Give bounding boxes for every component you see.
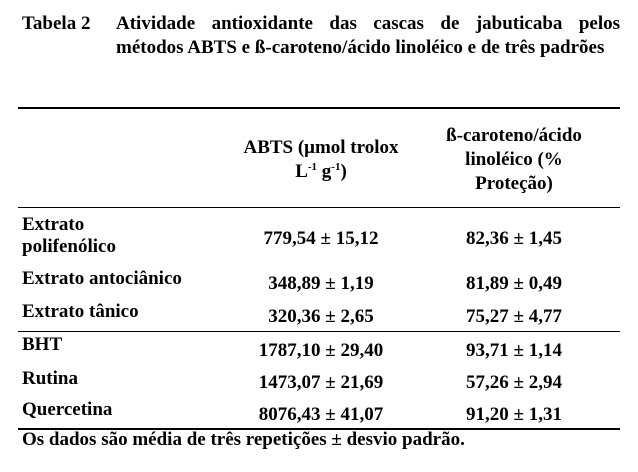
column-header-beta-line2: linoléico (% xyxy=(465,149,563,170)
row-abts-antocianico: 348,89 ± 1,19 xyxy=(268,273,374,294)
row-name-quercetina: Quercetina xyxy=(22,399,113,420)
column-header-beta-line3: Proteção) xyxy=(475,173,553,194)
column-header-abts-line1: ABTS (μmol trolox xyxy=(243,137,399,158)
row-beta-tanico: 75,27 ± 4,77 xyxy=(466,306,562,327)
row-abts-tanico: 320,36 ± 2,65 xyxy=(268,306,374,327)
row-beta-rutina: 57,26 ± 2,94 xyxy=(466,372,562,393)
table-label: Tabela 2 xyxy=(22,13,91,34)
row-beta-antocianico: 81,89 ± 0,49 xyxy=(466,273,562,294)
row-abts-polifenolico: 779,54 ± 15,12 xyxy=(263,228,379,249)
row-beta-polifenolico: 82,36 ± 1,45 xyxy=(466,228,562,249)
row-name-antocianico: Extrato antociânico xyxy=(22,268,182,289)
table-title: Atividade antioxidante das cascas de jabuticaba pelos métodos ABTS e ß-caroteno/ácido linoléico e de três padrões xyxy=(116,13,620,58)
row-beta-quercetina: 91,20 ± 1,31 xyxy=(466,404,562,425)
table-footnote: Os dados são média de três repetições ± desvio padrão. xyxy=(22,429,465,450)
row-name-polifenolico: Extrato polifenólico xyxy=(22,214,116,257)
row-abts-rutina: 1473,07 ± 21,69 xyxy=(258,372,384,393)
header-rule xyxy=(18,207,620,208)
column-header-beta-carotene xyxy=(426,124,602,196)
row-name-bht: BHT xyxy=(22,334,63,355)
column-header-beta-line1: ß-caroteno/ácido xyxy=(446,125,582,146)
column-header-abts xyxy=(224,136,418,184)
top-rule xyxy=(18,107,620,109)
row-abts-quercetina: 8076,43 ± 41,07 xyxy=(258,404,384,425)
column-header-abts-line2: $L^{-1}$ $g^{-1}$) xyxy=(295,161,347,182)
row-name-rutina: Rutina xyxy=(22,368,78,389)
row-abts-bht: 1787,10 ± 29,40 xyxy=(258,340,384,361)
row-beta-bht: 93,71 ± 1,14 xyxy=(466,340,562,361)
group-rule xyxy=(18,331,620,332)
row-name-tanico: Extrato tânico xyxy=(22,301,139,322)
